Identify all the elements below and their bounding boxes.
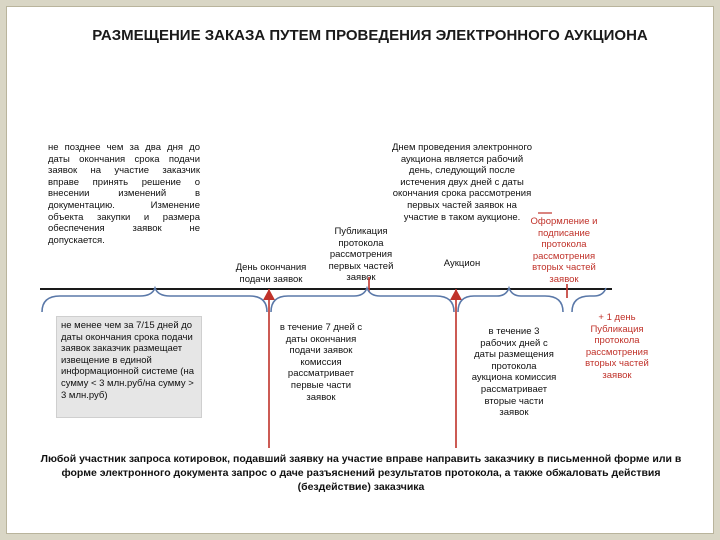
auction-marker-arrow [450,289,462,300]
page-title: РАЗМЕЩЕНИЕ ЗАКАЗА ПУТЕМ ПРОВЕДЕНИЯ ЭЛЕКТРОННОГО АУКЦИОНА [92,27,648,44]
deadline-label: День окончания подачи заявок [235,262,307,285]
notice-box: не менее чем за 7/15 дней до даты окончания срока подачи заявок заказчик размещает извещение в единой информационной системе (на сумму < 3 млн.руб/на сумму > 3 млн.руб) [56,316,202,418]
change-notice-text: не позднее чем за два дня до даты окончания срока подачи заявок на участие заказчик вправе принять решение о внесении изменений в документацию. Изменение объекта закупки и размера обеспечения заявок не допускается. [48,142,200,246]
deadline-marker-arrow [263,289,275,300]
brace-plus-one [572,288,606,312]
auction-label: Аукцион [443,258,481,269]
review-second-text: в течение 3 рабочих дней с даты размещения протокола аукциона комиссия рассматривает вторые части заявок [471,326,557,419]
finalize-label: Оформление и подписание протокола рассмотрения вторых частей заявок [530,216,598,285]
brace-notice [42,288,267,312]
publication-first-label: Публикация протокола рассмотрения первых частей заявок [328,226,394,284]
brace-review-second [458,288,563,312]
brace-review-first [271,288,454,312]
footer-note: Любой участник запроса котировок, подавший заявку на участие вправе направить заказчику в письменной форме или в форме электронного документа запрос о даче разъяснений результатов протокола, а также обжаловать действия (бездействие) заказчика [40,453,682,493]
plus-one-day-text: + 1 день Публикация протокола рассмотрения вторых частей заявок [585,312,649,381]
review-first-text: в течение 7 дней с даты окончания подачи заявок комиссия рассматривает первые части заявок [279,322,363,403]
auction-day-text: Днем проведения электронного аукциона является рабочий день, следующий после истечения двух дней с даты окончания срока рассмотрения первых частей заявок на участие в таком аукционе. [392,142,532,223]
